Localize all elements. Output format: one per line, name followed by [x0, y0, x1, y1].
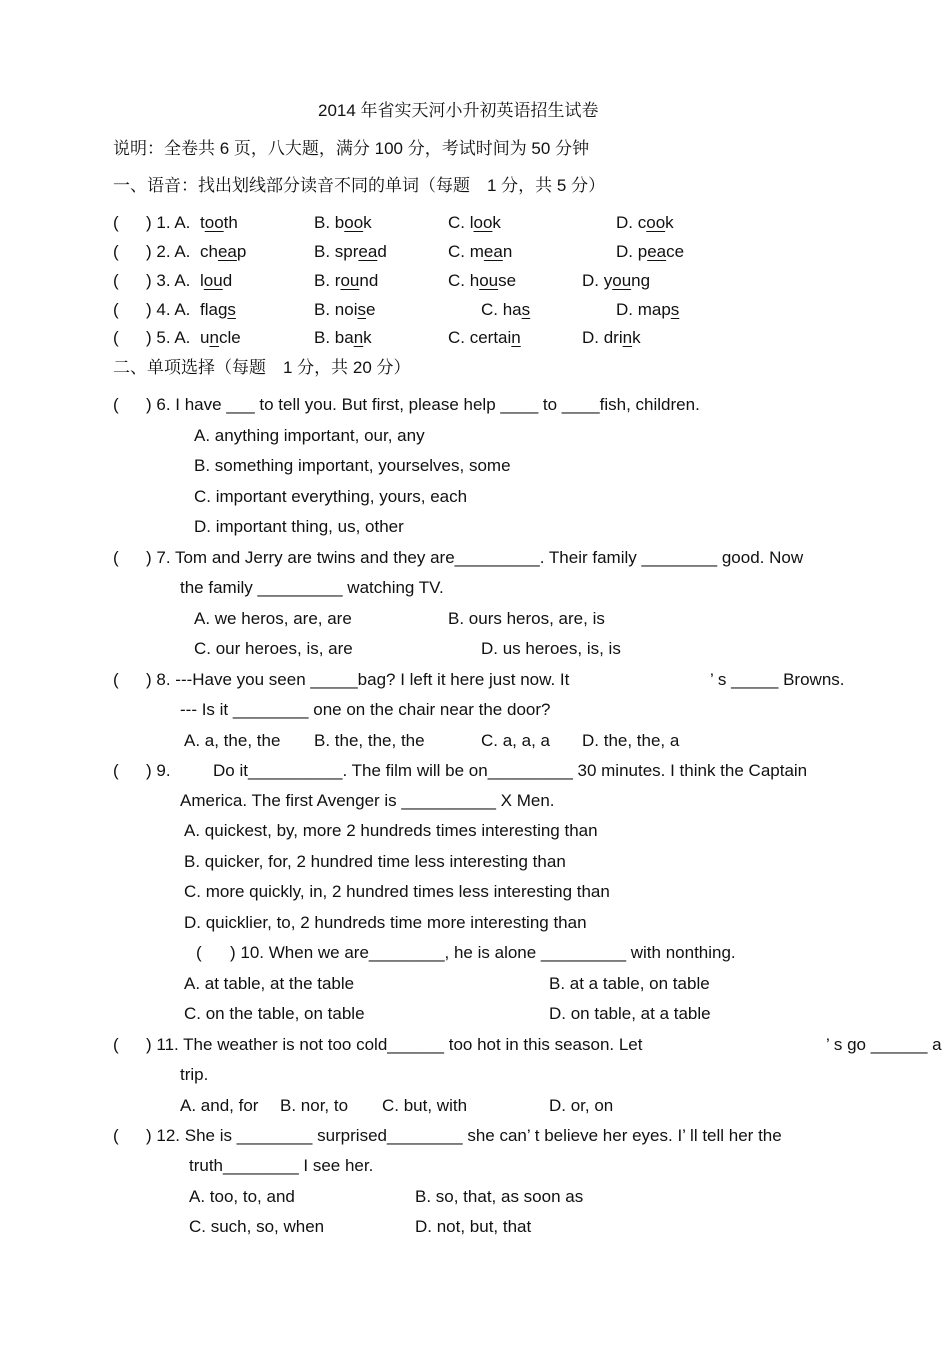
- question-line: A. and, for: [180, 1096, 259, 1115]
- answer-paren: (: [113, 328, 119, 347]
- question-line: B. ours heros, are, is: [448, 609, 605, 628]
- option-text: k: [665, 213, 674, 232]
- question-line: C. more quickly, in, 2 hundred times less interesting than: [184, 882, 610, 901]
- option-text: ch: [200, 242, 218, 261]
- question-line: B. nor, to: [280, 1096, 349, 1115]
- phonetic-option: [616, 300, 679, 320]
- question-line: A. a, the, the: [184, 731, 281, 750]
- question-line: ) 12. She is ________ surprised________ she can’ t believe her eyes. I’ ll tell her the: [146, 1126, 782, 1145]
- option-text: B. b: [314, 213, 345, 232]
- underlined-letters: s: [227, 300, 236, 319]
- answer-paren: (: [113, 300, 119, 319]
- answer-paren: (: [113, 213, 119, 232]
- section1-heading: 一、语音：找出划线部分读音不同的单词（每题 1 分，共 5 分）: [113, 176, 606, 195]
- option-text: B. spr: [314, 242, 359, 261]
- question-line: C. such, so, when: [189, 1217, 325, 1236]
- question-number: ) 3. A.: [146, 271, 196, 290]
- option-text: th: [223, 213, 238, 232]
- underlined-letters: ea: [217, 242, 237, 261]
- question-line: the family _________ watching TV.: [180, 578, 444, 597]
- question-line: D. the, the, a: [582, 731, 680, 750]
- underlined-letters: ou: [203, 271, 223, 290]
- option-text: k: [363, 213, 372, 232]
- question-line: B. so, that, as soon as: [415, 1187, 584, 1206]
- question-line: B. at a table, on table: [549, 974, 710, 993]
- phonetic-option: [448, 271, 516, 291]
- question-line: ) 10. When we are________, he is alone _________ with nonthing.: [230, 943, 736, 962]
- underlined-letters: ou: [612, 271, 632, 290]
- underlined-letters: ou: [479, 271, 499, 290]
- question-line: A. we heros, are, are: [194, 609, 352, 628]
- option-text: k: [492, 213, 501, 232]
- section2-heading: 二、单项选择（每题 1 分，共 20 分）: [113, 358, 411, 377]
- question-line: ’ s go ______ a: [826, 1035, 942, 1054]
- underlined-letters: oo: [204, 213, 224, 232]
- underlined-letters: ea: [358, 242, 378, 261]
- option-text: D. y: [582, 271, 613, 290]
- question-line: ) 6. I have ___ to tell you. But first, please help ____ to ____fish, children.: [146, 395, 700, 414]
- question-line: C. important everything, yours, each: [194, 487, 468, 506]
- question-line: --- Is it ________ one on the chair near the door?: [180, 700, 551, 719]
- question-line: ) 11. The weather is not too cold______ too hot in this season. Let: [146, 1035, 643, 1054]
- question-line: ) 7. Tom and Jerry are twins and they are_________. Their family ________ good. Now: [146, 548, 804, 567]
- answer-paren: (: [196, 943, 202, 962]
- answer-paren: (: [113, 1126, 119, 1145]
- question-line: ) 9.: [146, 761, 171, 780]
- question-line: ’ s _____ Browns.: [710, 670, 845, 689]
- question-number: ) 5. A.: [146, 328, 196, 347]
- question-line: B. the, the, the: [314, 731, 425, 750]
- underlined-letters: oo: [473, 213, 493, 232]
- underlined-letters: ea: [647, 242, 667, 261]
- underlined-letters: s: [357, 300, 366, 319]
- phonetic-option: [582, 271, 650, 291]
- option-text: C. l: [448, 213, 474, 232]
- underlined-letters: s: [521, 300, 531, 319]
- option-text: e: [365, 300, 376, 319]
- underlined-letters: n: [622, 328, 633, 347]
- underlined-letters: s: [670, 300, 680, 319]
- option-text: C. ha: [481, 300, 522, 319]
- phonetic-option: [481, 300, 530, 320]
- question-line: C. our heroes, is, are: [194, 639, 353, 658]
- question-line: C. but, with: [382, 1096, 468, 1115]
- underlined-letters: ou: [340, 271, 360, 290]
- exam-instructions: 说明：全卷共 6 页，八大题，满分 100 分，考试时间为 50 分钟: [113, 139, 590, 158]
- option-text: D. dri: [582, 328, 623, 347]
- option-text: C. h: [448, 271, 480, 290]
- option-text: D. c: [616, 213, 647, 232]
- phonetic-option: [314, 300, 375, 320]
- question-line: B. quicker, for, 2 hundred time less interesting than: [184, 852, 566, 871]
- question-line: truth________ I see her.: [189, 1156, 374, 1175]
- option-text: se: [498, 271, 517, 290]
- phonetic-option: [200, 328, 241, 348]
- answer-paren: (: [113, 1035, 119, 1054]
- phonetic-option: [616, 213, 674, 233]
- question-line: ) 8. ---Have you seen _____bag? I left it here just now. It: [146, 670, 570, 689]
- question-number: ) 2. A.: [146, 242, 196, 261]
- question-line: D. us heroes, is, is: [481, 639, 621, 658]
- page-title: 2014 年省实天河小升初英语招生试卷: [318, 101, 599, 120]
- question-line: D. not, but, that: [415, 1217, 532, 1236]
- option-text: l: [200, 271, 204, 290]
- phonetic-option: [314, 328, 372, 348]
- option-text: d: [222, 271, 233, 290]
- question-line: A. quickest, by, more 2 hundreds times interesting than: [184, 821, 598, 840]
- question-line: C. a, a, a: [481, 731, 550, 750]
- option-text: u: [200, 328, 210, 347]
- phonetic-option: [582, 328, 641, 348]
- option-text: t: [200, 213, 205, 232]
- phonetic-option: [448, 213, 501, 233]
- phonetic-option: [448, 242, 512, 262]
- question-line: D. on table, at a table: [549, 1004, 711, 1023]
- option-text: k: [632, 328, 641, 347]
- answer-paren: (: [113, 761, 119, 780]
- phonetic-option: [314, 242, 387, 262]
- option-text: D. map: [616, 300, 671, 319]
- answer-paren: (: [113, 395, 119, 414]
- phonetic-option: [314, 213, 372, 233]
- option-text: p: [236, 242, 247, 261]
- question-line: America. The first Avenger is __________ X Men.: [180, 791, 555, 810]
- answer-paren: (: [113, 242, 119, 261]
- phonetic-option: [448, 328, 521, 348]
- underlined-letters: n: [353, 328, 364, 347]
- phonetic-option: [616, 242, 684, 262]
- option-text: B. noi: [314, 300, 358, 319]
- option-text: n: [502, 242, 513, 261]
- question-number: ) 1. A.: [146, 213, 196, 232]
- option-text: C. m: [448, 242, 484, 261]
- option-text: D. p: [616, 242, 648, 261]
- question-line: D. or, on: [549, 1096, 614, 1115]
- option-text: B. ba: [314, 328, 354, 347]
- question-line: B. something important, yourselves, some: [194, 456, 511, 475]
- phonetic-option: [200, 300, 236, 320]
- option-text: C. certai: [448, 328, 512, 347]
- underlined-letters: oo: [646, 213, 666, 232]
- underlined-letters: ea: [483, 242, 503, 261]
- option-text: nd: [359, 271, 379, 290]
- option-text: ce: [666, 242, 685, 261]
- question-line: C. on the table, on table: [184, 1004, 365, 1023]
- question-line: trip.: [180, 1065, 209, 1084]
- answer-paren: (: [113, 271, 119, 290]
- phonetic-option: [200, 242, 246, 262]
- question-number: ) 4. A.: [146, 300, 196, 319]
- option-text: k: [363, 328, 372, 347]
- underlined-letters: n: [511, 328, 521, 347]
- option-text: ng: [631, 271, 651, 290]
- option-text: flag: [200, 300, 228, 319]
- question-line: A. anything important, our, any: [194, 426, 425, 445]
- question-line: D. important thing, us, other: [194, 517, 404, 536]
- option-text: d: [377, 242, 387, 261]
- answer-paren: (: [113, 670, 119, 689]
- question-line: A. at table, at the table: [184, 974, 355, 993]
- question-line: Do it__________. The film will be on_________ 30 minutes. I think the Captain: [213, 761, 808, 780]
- underlined-letters: n: [209, 328, 219, 347]
- phonetic-option: [314, 271, 378, 291]
- option-text: cle: [218, 328, 241, 347]
- question-line: A. too, to, and: [189, 1187, 295, 1206]
- option-text: B. r: [314, 271, 341, 290]
- question-line: D. quicklier, to, 2 hundreds time more interesting than: [184, 913, 587, 932]
- underlined-letters: oo: [344, 213, 364, 232]
- phonetic-option: [200, 271, 232, 291]
- phonetic-option: [200, 213, 238, 233]
- answer-paren: (: [113, 548, 119, 567]
